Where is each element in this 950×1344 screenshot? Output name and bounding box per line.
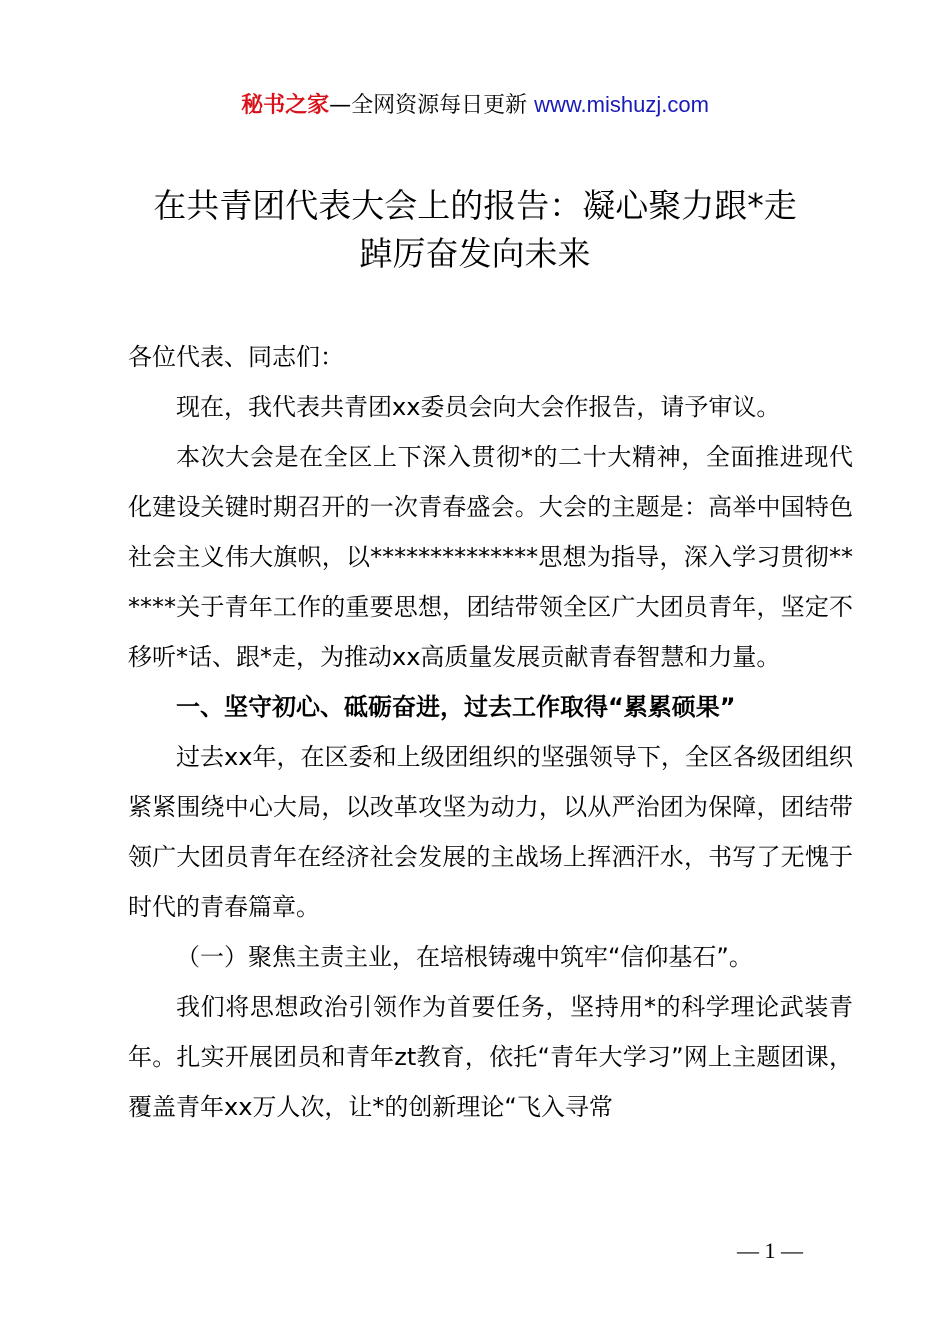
document-title <box>60 182 890 278</box>
site-tagline: —全网资源每日更新 <box>329 93 535 118</box>
section-heading-1: 一、坚守初心、砥砺奋进，过去工作取得“累累硕果” <box>176 693 736 721</box>
paragraph-intro: 现在，我代表共青团xx委员会向大会作报告，请予审议。 <box>176 393 781 421</box>
document-body <box>128 332 853 1132</box>
page-number: — 1 — <box>737 1238 803 1263</box>
site-url-link[interactable]: www.mishuzj.com <box>534 92 709 117</box>
paragraph-ideology: 我们将思想政治引领作为首要任务，坚持用*的科学理论武装青年。扎实开展团员和青年zt教育，依托“青年大学习”网上主题团课，覆盖青年xx万人次，让*的创新理论“飞入寻常 <box>128 993 853 1121</box>
salutation: 各位代表、同志们： <box>128 343 344 371</box>
paragraph-review: 过去xx年，在区委和上级团组织的坚强领导下，全区各级团组织紧紧围绕中心大局，以改革攻坚为动力，以从严治团为保障，团结带领广大团员青年在经济社会发展的主战场上挥洒汗水，书写了无愧于时代的青春篇章。 <box>128 743 853 921</box>
site-brand: 秘书之家 <box>241 93 330 118</box>
title-line-1: 在共青团代表大会上的报告：凝心聚力跟*走 <box>153 186 797 225</box>
site-header <box>0 88 950 123</box>
subsection-heading-1: （一）聚焦主责主业，在培根铸魂中筑牢“信仰基石”。 <box>176 943 753 971</box>
title-line-2: 踔厉奋发向未来 <box>359 234 591 273</box>
paragraph-theme: 本次大会是在全区上下深入贯彻*的二十大精神，全面推进现代化建设关键时期召开的一次青春盛会。大会的主题是：高举中国特色社会主义伟大旗帜，以**************思想为指导，深入学习贯彻******关于青年工作的重要思想，团结带领全区广大团员青年，坚定不移听*话、跟*走，为推动xx高质量发展贡献青春智慧和力量。 <box>128 443 853 671</box>
